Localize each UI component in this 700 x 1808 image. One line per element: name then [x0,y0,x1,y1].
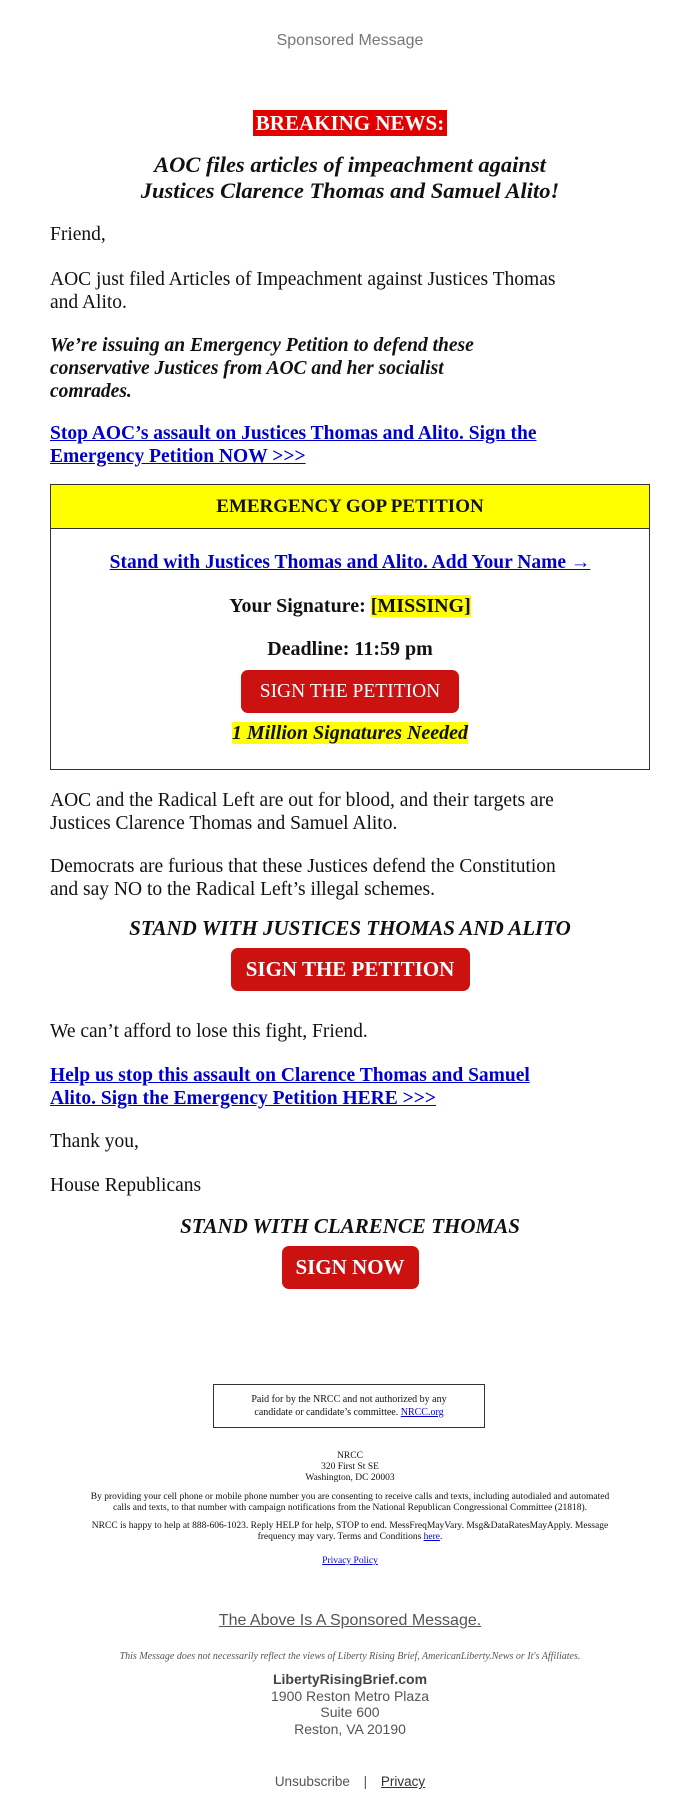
signature-value: [MISSING] [370,595,471,617]
nrcc-address [40,1451,660,1484]
headline [60,152,640,204]
signature-row [51,595,649,618]
sponsor-addr-2: Suite 600 [320,1704,380,1720]
petition-button-row [51,670,649,713]
p3-line-1: Democrats are furious that these Justices defend the Constitution [50,856,556,877]
signature-goal-row [51,722,649,745]
consent-line-1: By providing your cell phone or mobile phone number you are consenting to receive calls and texts, including autodialed and automated [90,1492,610,1502]
sign-petition-link-1[interactable] [50,423,537,467]
p2-line-2: Justices Clarence Thomas and Samuel Alito. [50,813,398,834]
emergency-paragraph [50,334,650,403]
nrcc-street: 320 First St SE [321,1462,379,1472]
headline-line-2: Justices Clarence Thomas and Samuel Alito! [140,178,560,203]
help-text [40,1521,660,1543]
sponsor-address [0,1671,700,1737]
sign-petition-link-block [50,422,650,468]
sponsor-name: LibertyRisingBrief.com [272,1671,428,1687]
signature-goal: 1 Million Signatures Needed [231,722,469,744]
footer-privacy-link[interactable]: Privacy [380,1774,426,1789]
petition-box [50,484,650,770]
privacy-policy-link[interactable]: Privacy Policy [322,1556,378,1566]
deadline: Deadline: 11:59 pm [267,638,433,660]
help-line-2: frequency may vary. Terms and Conditions [257,1532,422,1542]
p3-line-2: and say NO to the Radical Left’s illegal schemes. [50,879,436,900]
p2-line-1: AOC and the Radical Left are out for blood, and their targets are [50,790,554,811]
greeting: Friend, [50,224,106,245]
link2-line-1: Help us stop this assault on Clarence Thomas and Samuel [50,1065,530,1086]
link2-line-2: Alito. Sign the Emergency Petition HERE >>> [50,1088,436,1109]
help-link-block [50,1064,650,1110]
paid-line-2-row [214,1406,484,1419]
link1-line-1: Stop AOC’s assault on Justices Thomas and Alito. Sign the [50,423,537,444]
intro-line-2: and Alito. [50,292,127,313]
stand-with-thomas-heading: STAND WITH CLARENCE THOMAS [180,1214,520,1238]
radical-left-paragraph [50,789,650,835]
sign-petition-button-row [0,948,700,991]
intro-line-1: AOC just filed Articles of Impeachment against Justices Thomas [50,269,556,290]
footer-separator: | [363,1774,368,1789]
sign-the-petition-button-2[interactable]: SIGN THE PETITION [231,948,470,991]
terms-here-link[interactable]: here [423,1532,441,1542]
signature-label: Your Signature: [229,595,366,617]
help-line-1: NRCC is happy to help at 888-606-1023. Reply HELP for help, STOP to end. MessFreqMayVary. Msg&DataRatesMayApply. Message [91,1521,609,1531]
emergency-line-2: conservative Justices from AOC and her socialist [50,358,444,379]
sponsored-message-notice[interactable]: The Above Is A Sponsored Message. [218,1612,482,1629]
petition-link-row [51,552,649,574]
cant-afford-paragraph: We can’t afford to lose this fight, Friend. [50,1021,368,1042]
paid-line-2: candidate or candidate’s committee. [254,1407,399,1418]
signoff: House Republicans [50,1175,202,1196]
paid-for-box [213,1384,485,1428]
sponsor-addr-1: 1900 Reston Metro Plaza [271,1687,429,1704]
sponsored-label: Sponsored Message [276,32,424,49]
disclaimer: This Message does not necessarily reflect the views of Liberty Rising Brief, AmericanLiberty.News or It's Affiliates. [119,1651,581,1662]
breaking-news-banner [0,111,700,136]
help-stop-assault-link[interactable] [50,1065,530,1109]
add-your-name-link[interactable]: Stand with Justices Thomas and Alito. Add Your Name → [109,552,591,573]
intro-paragraph [50,268,650,314]
privacy-policy-row [40,1556,660,1567]
stand-with-justices-heading: STAND WITH JUSTICES THOMAS AND ALITO [129,916,571,940]
help-line-2-row: frequency may vary. Terms and Conditions here. [257,1532,443,1542]
link1-line-2: Emergency Petition NOW >>> [50,446,306,467]
sign-the-petition-button[interactable]: SIGN THE PETITION [241,670,459,713]
breaking-news-label: BREAKING NEWS: [253,110,447,136]
nrcc-city: Washington, DC 20003 [305,1473,395,1483]
consent-text [40,1492,660,1514]
sponsor-addr-3: Reston, VA 20190 [294,1720,406,1737]
emergency-line-1: We’re issuing an Emergency Petition to defend these [50,335,474,356]
thank-you: Thank you, [50,1131,139,1152]
unsubscribe-link[interactable]: Unsubscribe [274,1774,350,1789]
sign-now-button[interactable]: SIGN NOW [282,1246,419,1289]
petition-title: EMERGENCY GOP PETITION [51,485,649,529]
paid-line-1: Paid for by the NRCC and not authorized by any [251,1394,447,1405]
emergency-line-3: comrades. [50,381,132,402]
consent-line-2: calls and texts, to that number with campaign notifications from the National Republican Congressional Committee (21818). [112,1503,588,1513]
democrats-paragraph [50,855,650,901]
footer-links [0,1774,700,1789]
nrcc-org: NRCC [337,1451,363,1461]
headline-line-1: AOC files articles of impeachment against [154,152,546,177]
nrcc-org-link[interactable]: NRCC.org [400,1407,444,1418]
sign-now-button-row [0,1246,700,1289]
